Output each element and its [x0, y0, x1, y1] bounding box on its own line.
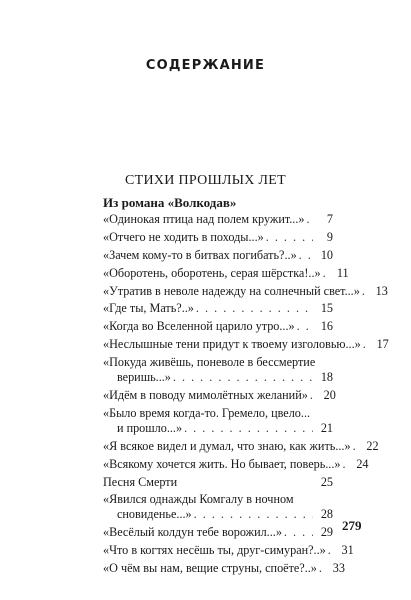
entry-title-continuation: сновиденье...» [117, 507, 192, 522]
entry-title: «Всякому хочется жить. Но бывает, поверь...» [103, 456, 341, 471]
entry-page-number: 18 [320, 370, 333, 385]
leader-dots [184, 421, 313, 436]
toc-entry[interactable] [103, 388, 336, 403]
leader-dots [323, 266, 329, 281]
entry-page-number: 11 [336, 265, 349, 280]
entry-page-number: 9 [326, 229, 333, 244]
entry-page-number: 20 [323, 388, 336, 403]
entry-page-number: 10 [320, 247, 333, 262]
entry-page-number: 31 [341, 543, 354, 558]
entry-page-number: 7 [326, 212, 333, 226]
leader-dots [310, 388, 316, 403]
toc-entry[interactable] [103, 456, 369, 472]
entry-page-number: 22 [366, 438, 379, 453]
toc-entry[interactable] [103, 492, 333, 522]
entry-title: «Весёлый колдун тебе ворожил...» [103, 525, 282, 540]
entry-title: Песня Смерти [103, 474, 178, 489]
entry-title: «Отчего не ходить в походы...» [103, 229, 264, 244]
leader-dots [328, 543, 334, 558]
entry-title: «Когда во Вселенной царило утро...» [103, 319, 295, 334]
entry-title: «Где ты, Мать?..» [103, 301, 194, 316]
leader-dots [363, 337, 369, 352]
entry-title: «Одинокая птица над полем кружит...» [103, 212, 305, 226]
group-title: Из романа «Волкодав» [103, 195, 237, 210]
page-number: 279 [342, 518, 362, 533]
entry-page-number: 17 [376, 337, 389, 352]
leader-dots [297, 319, 313, 334]
section-heading: СТИХИ ПРОШЛЫХ ЛЕТ [124, 173, 287, 188]
leader-dots [353, 439, 359, 454]
leader-dots [194, 507, 313, 522]
toc-entry[interactable] [103, 475, 333, 490]
toc-entry[interactable] [103, 525, 333, 540]
toc-entry[interactable] [103, 406, 333, 436]
leader-dots [343, 457, 349, 472]
entry-page-number: 24 [356, 456, 369, 471]
toc-entry[interactable] [103, 319, 333, 334]
entry-page-number: 21 [320, 420, 333, 435]
toc-entry[interactable] [103, 283, 388, 299]
toc-entry[interactable] [103, 230, 333, 245]
toc-entry[interactable] [103, 248, 333, 263]
entry-title: «Было время когда-то. Гремело, цвело... [103, 405, 311, 420]
entry-title-continuation: и прошло...» [117, 420, 183, 435]
toc-entry[interactable] [103, 355, 333, 385]
toc-entry[interactable] [103, 543, 354, 558]
entry-title: «Идём в поводу мимолётных желаний» [103, 388, 308, 403]
entry-title: «Неслышные тени придут к твоему изголовью...» [103, 337, 361, 352]
leader-dots [306, 212, 313, 227]
toc-entry[interactable] [103, 301, 333, 316]
leader-dots [196, 301, 313, 316]
entry-page-number: 28 [320, 507, 333, 522]
entry-title: «Покуда живёшь, поневоле в бессмертие [103, 355, 316, 370]
entry-title: «Утратив в неволе надежду на солнечный свет...» [103, 283, 360, 298]
toc-entry[interactable] [103, 265, 349, 281]
leader-dots [319, 561, 325, 576]
entry-page-number: 29 [320, 525, 333, 540]
leader-dots [299, 248, 313, 263]
entry-title: «Явился однажды Комгалу в ночном [103, 492, 294, 507]
entry-page-number: 25 [320, 474, 333, 489]
entry-title: «Я всякое видел и думал, что знаю, как жить...» [103, 438, 351, 453]
leader-dots [284, 525, 313, 540]
entry-title: «О чём вы нам, вещие струны, споёте?..» [103, 561, 317, 576]
entry-title: «Зачем кому-то в битвах погибать?..» [103, 247, 297, 262]
toc-entry[interactable] [103, 561, 345, 576]
entry-title: «Оборотень, оборотень, серая шёрстка!..» [103, 265, 321, 280]
leader-dots [362, 284, 368, 299]
entry-page-number: 33 [332, 561, 345, 576]
entry-title-continuation: веришь...» [117, 370, 171, 385]
toc-entry[interactable] [103, 438, 379, 454]
leader-dots [173, 370, 313, 385]
toc-entry[interactable] [103, 337, 389, 352]
entry-page-number: 13 [375, 283, 388, 298]
entry-title: «Что в когтях несёшь ты, друг-симуран?..» [103, 543, 326, 558]
contents-heading: СОДЕРЖАНИЕ [145, 58, 266, 73]
entry-page-number: 15 [320, 301, 333, 316]
entry-page-number: 16 [320, 319, 333, 334]
toc-entry[interactable] [103, 212, 333, 227]
leader-dots [266, 230, 313, 245]
